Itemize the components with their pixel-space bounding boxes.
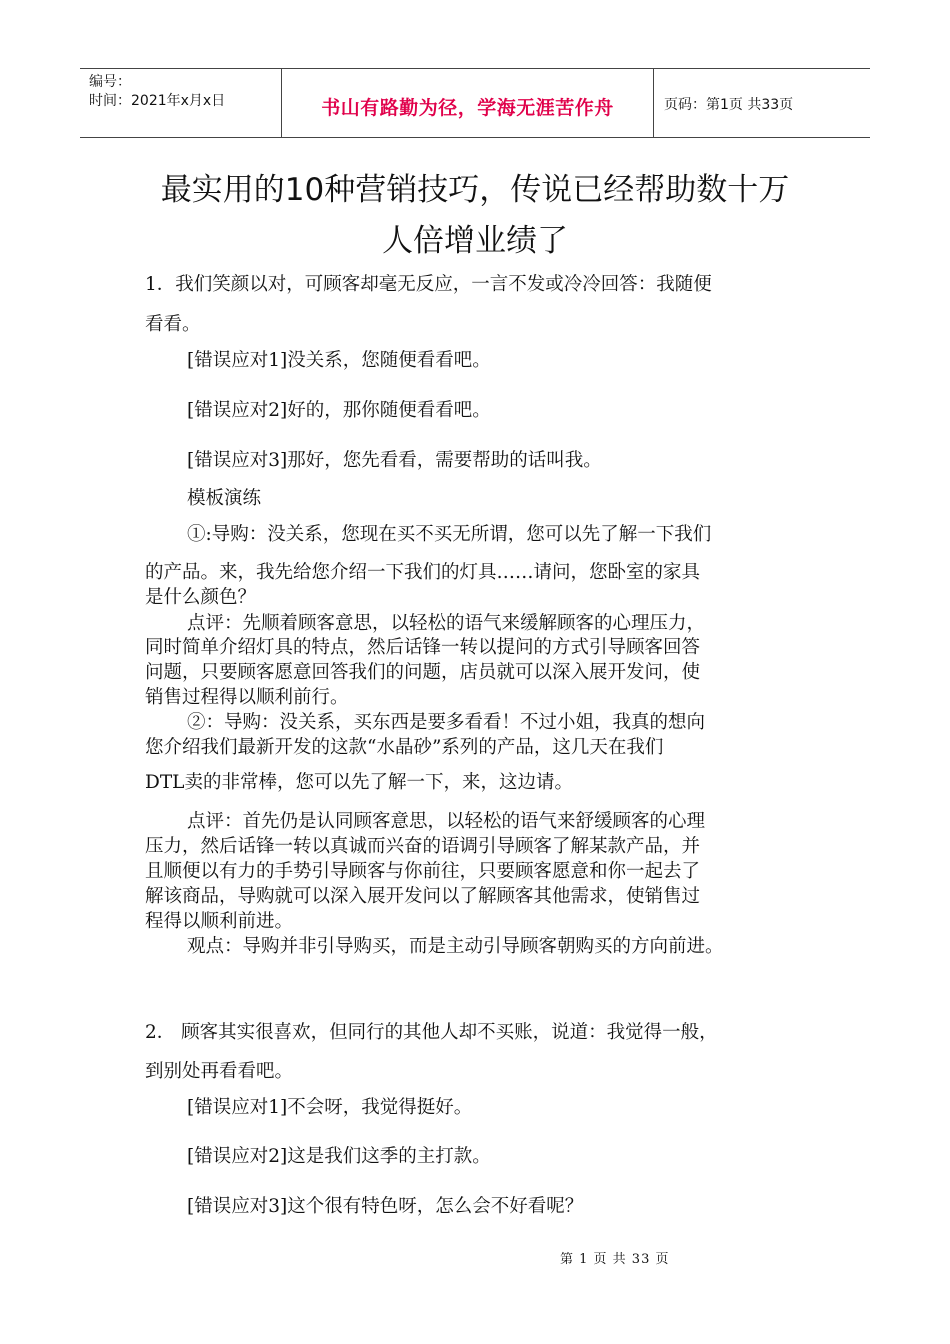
body-line: [错误应对3]那好，您先看看，需要帮助的话叫我。 — [187, 450, 602, 471]
body-line: 是什么颜色？ — [145, 587, 257, 608]
body-line: 您介绍我们最新开发的这款“水晶砂”系列的产品，这几天在我们 — [145, 737, 664, 758]
document-time-label: 时间：2021年x月x日 — [89, 93, 226, 109]
body-line: 程得以顺利前进。 — [145, 911, 294, 932]
body-line: 压力，然后话锋一转以真诚而兴奋的语调引导顾客了解某款产品，并 — [145, 836, 701, 857]
body-line: DTL卖的非常棒，您可以先了解一下，来，这边请。 — [145, 772, 573, 793]
document-header — [80, 68, 870, 138]
document-number-label: 编号： — [89, 74, 131, 90]
document-title-line-2: 人倍增业绩了 — [382, 223, 568, 259]
body-line: [错误应对1]没关系，您随便看看吧。 — [187, 350, 491, 371]
header-page-cell — [654, 69, 870, 137]
body-line: 2． 顾客其实很喜欢，但同行的其他人却不买账，说道：我觉得一般， — [145, 1022, 718, 1043]
header-meta-cell — [80, 69, 282, 137]
body-line: 解该商品，导购就可以深入展开发问以了解顾客其他需求，使销售过 — [145, 886, 701, 907]
body-line: 1．我们笑颜以对，可顾客却毫无反应，一言不发或冷冷回答：我随便 — [145, 274, 712, 295]
body-line: 点评：首先仍是认同顾客意思，以轻松的语气来舒缓顾客的心理 — [187, 811, 706, 832]
body-line: 且顺便以有力的手势引导顾客与你前往，只要顾客愿意和你一起去了 — [145, 861, 701, 882]
header-motto: 书山有路勤为径，学海无涯苦作舟 — [321, 97, 614, 119]
body-line: 销售过程得以顺利前行。 — [145, 687, 349, 708]
body-line: [错误应对2]好的，那你随便看看吧。 — [187, 400, 491, 421]
body-line: 到别处再看看吧。 — [145, 1061, 294, 1082]
body-line: 的产品。来，我先给您介绍一下我们的灯具……请问，您卧室的家具 — [145, 562, 701, 583]
body-line: 点评：先顺着顾客意思，以轻松的语气来缓解顾客的心理压力， — [187, 613, 706, 634]
body-line: 看看。 — [145, 314, 201, 335]
body-line: ①:导购：没关系，您现在买不买无所谓，您可以先了解一下我们 — [187, 524, 712, 545]
page-footer: 第 1 页 共 33 页 — [560, 1252, 670, 1267]
body-line: [错误应对1]不会呀，我觉得挺好。 — [187, 1097, 473, 1118]
body-line: 同时简单介绍灯具的特点，然后话锋一转以提问的方式引导顾客回答 — [145, 637, 701, 658]
body-line: 观点：导购并非引导购买，而是主动引导顾客朝购买的方向前进。 — [187, 936, 724, 957]
body-line: [错误应对2]这是我们这季的主打款。 — [187, 1146, 491, 1167]
document-title-line-1: 最实用的10种营销技巧，传说已经帮助数十万 — [160, 172, 790, 208]
body-line: [错误应对3]这个很有特色呀，怎么会不好看呢？ — [187, 1196, 584, 1217]
header-page-info: 页码：第1页 共33页 — [664, 97, 794, 113]
body-line: 问题，只要顾客愿意回答我们的问题，店员就可以深入展开发问，使 — [145, 662, 701, 683]
body-line: 模板演练 — [187, 488, 262, 509]
header-motto-cell — [282, 69, 654, 137]
body-line: ②：导购：没关系，买东西是要多看看！不过小姐，我真的想向 — [187, 712, 706, 733]
